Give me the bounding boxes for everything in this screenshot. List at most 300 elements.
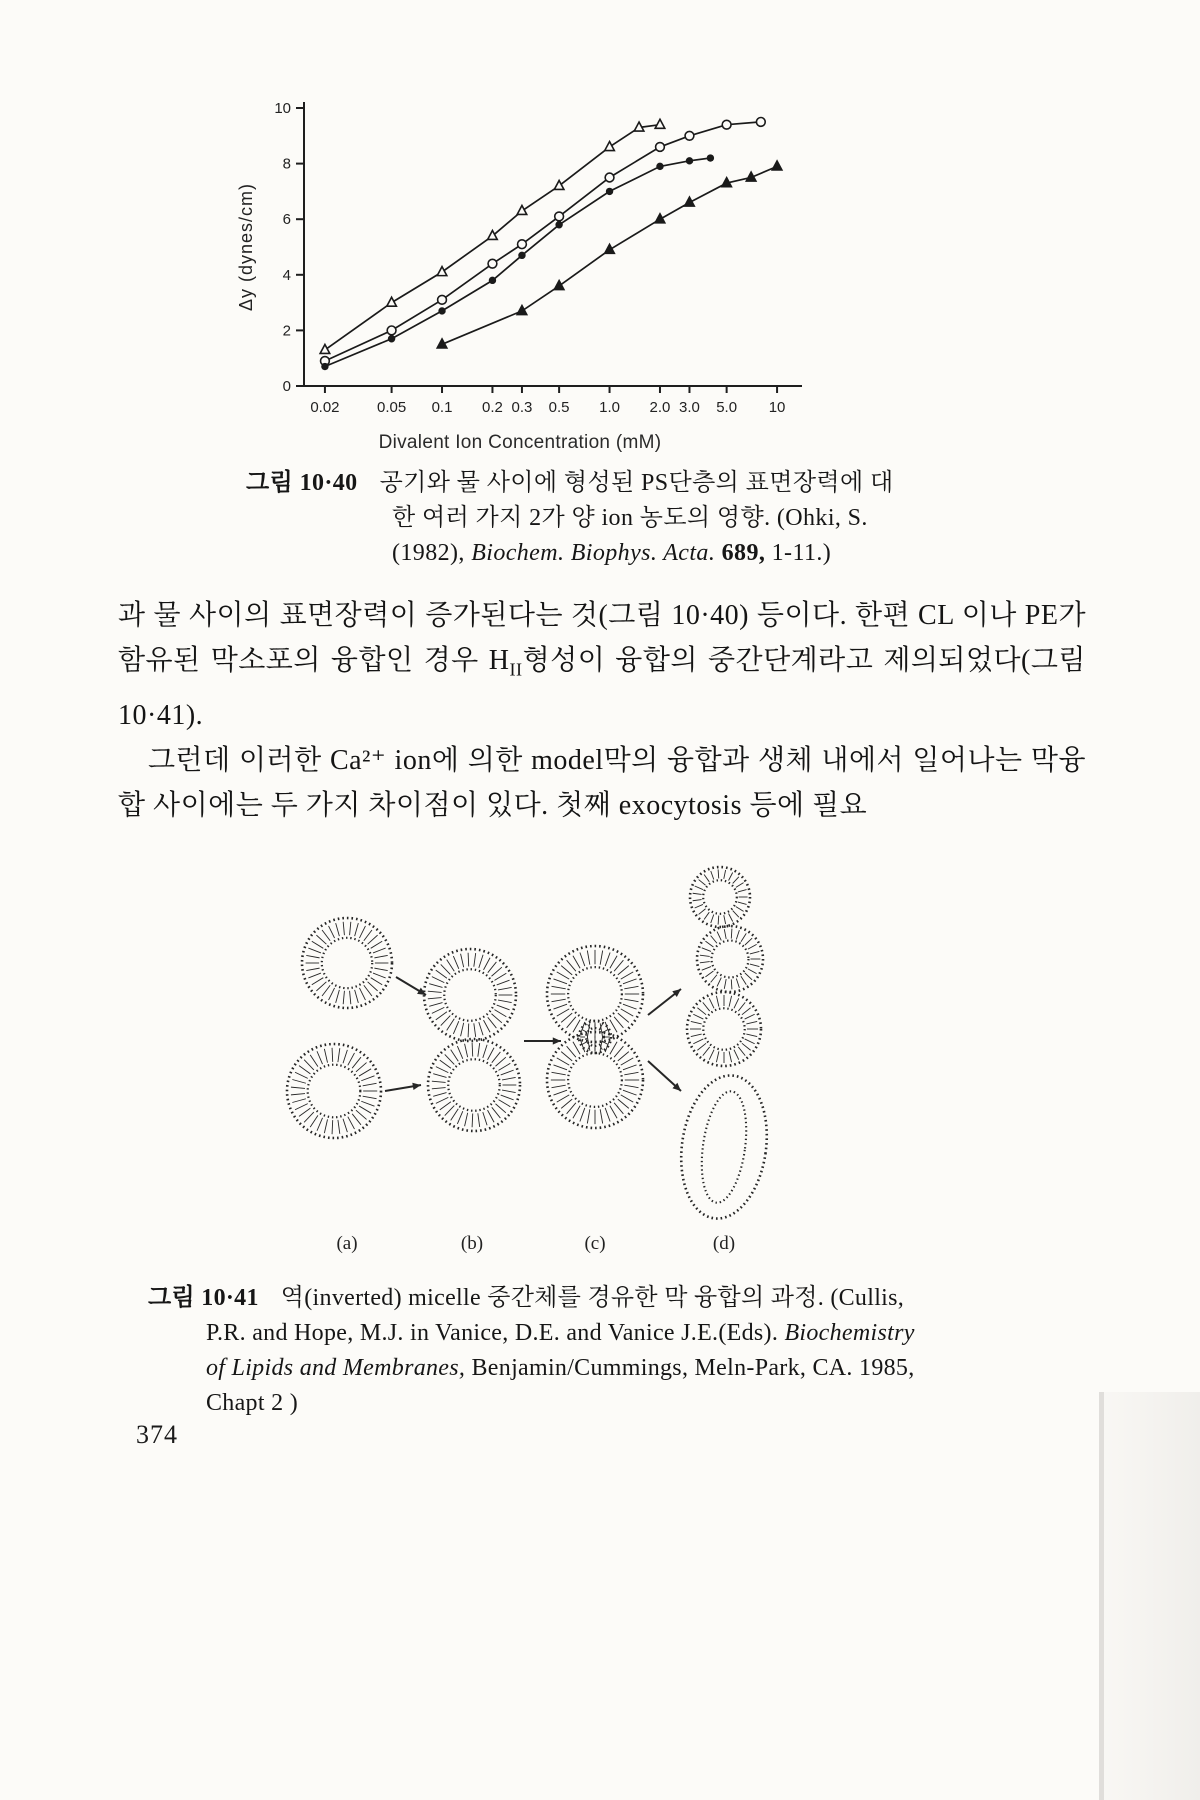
lipid-tails [445,1054,455,1064]
lipid-tails [554,979,568,984]
lipid-tails [472,1043,473,1057]
lipid-tails [436,1067,448,1073]
lipid-tails [498,1100,510,1107]
lipid-tails [348,1053,355,1065]
lipid-tails [624,1085,638,1088]
lipid-tails [483,1045,487,1058]
lipid-tails [731,979,732,989]
lipid-tails [364,985,372,996]
figure-10-41-caption-text: 역(inverted) micelle 중간체를 경유한 막 융합의 과정. [280,1285,825,1311]
paragraph-1-part-a: 과 물 사이의 표면장력이 증가된다는 것(그림 10·40) 등이다. 한편 CL 이나 PE가 함유된 막소포의 융합인 경우 H [118,600,1086,676]
lipid-tails [440,1102,451,1110]
marker-open-circle [438,295,447,304]
figure-10-40-caption [246,466,908,571]
lipid-tails [472,1113,473,1127]
lipid-tails [371,978,382,985]
lipid-tails [468,1023,469,1037]
lipid-tails [623,1004,637,1009]
lipid-tails [453,956,458,969]
lipid-tails [465,1044,468,1057]
lipid-tails [693,900,702,901]
lipid-tails [492,1052,501,1063]
lipid-tails [614,960,623,971]
marker-filled-circle [321,363,328,370]
lipid-tails [312,978,323,985]
lipid-tails [428,998,442,999]
lipid-tails [699,909,706,915]
marker-filled-circle [555,221,562,228]
lipid-tails [461,1023,464,1036]
lipid-tails [621,1058,633,1065]
lipid-tails [552,1072,566,1075]
lipid-tails [317,1051,323,1064]
lipid-tails [733,911,739,918]
lipid-tails [741,933,746,941]
lipid-tails [738,1047,745,1056]
paragraph-2: 그런데 이러한 Ca²⁺ ion에 의한 model막의 융합과 생체 내에서 일어나는 막융합 사이에는 두 가지 차이점이 있다. 첫째 exocytosis 등에 필요 [118,744,1086,821]
lipid-tails [718,869,719,878]
figure-10-40-label: 그림 10·40 [246,470,358,496]
lipid-tails [295,1072,308,1078]
lipid-tails [492,1107,501,1118]
y-axis-title: Δy (dynes/cm) [236,182,256,312]
lipid-tails [497,980,510,985]
lipid-tails [711,871,714,879]
lipid-tails [343,922,344,935]
lipid-tails [304,1112,314,1122]
lipid-tails [295,1104,308,1110]
lipid-tails [709,1050,714,1060]
vesicle-inner-leaflet [322,938,372,988]
marker-triangle-open [320,344,330,353]
marker-filled-circle [686,157,693,164]
lipid-tails [484,1020,491,1032]
lipid-tails [488,1110,495,1122]
lipid-tails [623,1090,637,1095]
lipid-tails [324,1119,327,1133]
lipid-tails [359,1069,371,1076]
paragraph-1-part-b: 형성이 융합의 중간단계라고 제의되었다(그림 10·41). [118,645,1086,731]
lipid-tails [428,991,442,992]
lipid-tails [691,1034,702,1036]
lipid-tails [736,978,739,987]
marker-triangle-open [605,142,615,151]
lipid-tails [750,964,760,966]
marker-triangle-open [488,230,498,239]
lipid-tails [359,988,365,1000]
reference-tail: Benjamin/Cummings, Meln-Park, CA. 1985, Chapt 2 ) [206,1355,915,1416]
lipid-tails [580,1108,585,1122]
lipid-tails [623,1065,637,1070]
lipid-tails [356,1110,367,1119]
lipid-tails [491,1014,501,1023]
lipid-tails [552,986,566,989]
lipid-tails [702,967,711,971]
lipid-tails [343,991,344,1004]
lipid-tails [724,870,726,879]
lipid-tails [338,1120,340,1134]
vesicle-inner-leaflet [448,1059,500,1111]
lipid-tails [317,1118,323,1131]
lipid-tails [491,967,501,976]
lipid-tails [704,874,709,881]
lipid-tails [488,962,497,973]
lipid-tails [478,1113,480,1127]
lipid-tails [329,926,335,938]
lipid-tails [693,1039,703,1044]
lipid-tails [361,1076,374,1081]
lipid-tails [299,1066,310,1074]
vesicle-inner-leaflet [703,1008,744,1049]
lipid-tails [432,1007,444,1013]
marker-open-circle [518,240,527,249]
lipid-tails [324,1049,327,1063]
lipid-tails [573,1042,580,1054]
lipid-tails [453,1021,458,1034]
x-tick-label: 0.1 [431,399,453,416]
y-tick-label: 2 [282,322,291,340]
lipid-tails [465,1113,468,1126]
marker-triangle-open [437,267,447,276]
lipid-tails [610,1042,617,1054]
lipid-tails [610,1020,617,1032]
lipid-tails [700,955,710,956]
lipid-tails [355,990,359,1003]
lipid-tails [292,1099,306,1103]
figure-10-41 [272,845,792,1262]
lipid-tails [498,1000,512,1002]
lipid-tails [361,1101,374,1106]
lipid-tails [359,1106,371,1113]
page-number: 374 [136,1420,178,1449]
y-tick-label: 10 [274,100,291,117]
lipid-tails [429,984,442,988]
panel-label-c: (c) [584,1233,606,1254]
lipid-tails [702,948,711,952]
lipid-tails [614,1046,623,1057]
lipid-tails [479,955,483,968]
lipid-tails [373,973,386,978]
lipid-tails [554,1004,568,1009]
lipid-tails [693,1014,703,1019]
figure-10-41-caption [148,1281,932,1421]
lipid-tails [567,960,576,971]
lipid-tails [363,1083,377,1086]
vesicle-inner-leaflet [308,1065,361,1118]
lipid-tails [705,971,713,977]
lipid-tails [561,1052,572,1061]
lipid-tails [703,1047,710,1056]
lipid-tails [310,1055,318,1067]
lipid-tails [368,982,378,991]
lipid-tails [338,1048,340,1062]
lipid-tails [432,977,444,983]
lipid-tails [498,987,512,989]
y-tick-label: 4 [282,266,291,284]
lipid-tails [436,1012,447,1020]
reference-pre: (Cullis, P.R. and Hope, M.J. in Vanice, D.E. and Vanice J.E.(Eds). [206,1285,905,1346]
lipid-tails [445,1106,455,1116]
arrow-head [412,1083,421,1090]
marker-open-circle [756,118,765,127]
lipid-tails [624,1072,638,1075]
lipid-tails [699,880,706,886]
marker-open-circle [488,259,497,268]
lipid-tails [600,951,603,965]
x-tick-label: 0.3 [511,399,533,416]
surface-tension-line-chart [228,92,812,428]
lipid-tails [451,1050,459,1062]
lipid-tails [343,1119,347,1132]
lipid-tails [461,954,464,967]
lipid-tails [621,972,633,979]
lipid-tails [363,1096,377,1099]
lipid-tails [711,975,717,983]
marker-filled-circle [707,154,714,161]
scan-edge-shade [1104,1392,1200,1800]
lipid-tails [316,935,326,944]
panel-label-b: (b) [460,1233,484,1254]
lipid-tails [600,1109,603,1123]
lipid-tails [552,999,566,1002]
marker-filled-circle [489,277,496,284]
reference-pre: (Ohki, S.(1982), [392,505,868,566]
lipid-tails [502,1090,516,1092]
lipid-tails [304,1060,314,1070]
lipid-tails [587,1109,590,1123]
lipid-tails [502,1077,516,1079]
lipid-tails [695,904,703,908]
lipid-tails [557,1058,569,1065]
lipid-tails [582,1030,586,1032]
lipid-tails [746,1021,757,1023]
lipid-tails [618,1013,629,1022]
lipid-tails [310,1115,318,1127]
scan-edge-streak [1099,1392,1104,1800]
lipid-tails [441,964,451,974]
lipid-tails [741,976,746,984]
lipid-tails [738,1002,745,1011]
lipid-tails [484,958,491,970]
lipid-tails [440,1060,451,1068]
marker-triangle-open [655,119,665,128]
lipid-tails [724,915,726,924]
y-tick-label: 6 [282,211,291,229]
lipid-tails [373,948,386,953]
lipid-tails [610,1106,617,1118]
lipid-tails [306,955,319,957]
lipid-tails [343,1050,347,1063]
lipid-tails [488,1048,495,1060]
vesicle-inner-leaflet [712,941,749,978]
lipid-tails [494,1010,506,1017]
lipid-tails [441,1016,451,1026]
lipid-tails [716,996,718,1007]
lipid-tails [718,916,719,925]
lipid-tails [433,1093,446,1097]
lipid-tails [494,973,506,980]
lipid-tails [724,929,726,939]
lipid-tails [308,973,321,978]
lipid-tails [483,1112,487,1125]
lipid-tails [750,951,760,953]
marker-filled-circle [606,188,613,195]
marker-triangle-filled [605,244,615,253]
figure-10-40 [228,92,812,454]
lipid-tails [306,968,319,970]
lipid-tails [695,886,703,890]
lipid-tails [700,962,710,963]
marker-open-circle [656,143,665,152]
lipid-tails [355,923,359,936]
lipid-tails [742,1008,751,1015]
lipid-tails [497,1005,510,1010]
lipid-tails [554,1090,568,1095]
x-tick-label: 3.0 [679,399,700,416]
lipid-tails [561,1013,572,1022]
lipid-tails [748,944,757,949]
lipid-tails [329,988,335,1000]
figure-10-41-label: 그림 10·41 [148,1285,259,1311]
lipid-tails [350,991,351,1004]
lipid-tails [614,1103,623,1114]
lipid-tails [474,953,476,967]
chart-x-axis-title: Divalent Ion Concentration (mM) [378,432,662,453]
lipid-tails [308,948,321,953]
lipid-tails [748,969,757,974]
reference-book-italic: Biochemistry of Lipids and Membranes, [206,1320,915,1381]
lipid-tails [736,883,744,888]
x-tick-label: 0.2 [482,399,503,416]
lipid-tails [709,998,714,1008]
lipid-tails [292,1079,306,1083]
lipid-tails [447,1019,455,1031]
lipid-tails [587,951,590,965]
lipid-tails [717,932,721,941]
lipid-tails [432,1081,446,1082]
lipid-tails [742,1043,751,1050]
vesicle-inner-leaflet [568,1053,622,1107]
lipid-tails [605,1108,610,1122]
lipid-tails [711,936,717,944]
lipid-tails [738,890,747,892]
x-tick-label: 5.0 [716,399,738,416]
lipid-tails [291,1094,305,1095]
lipid-tails [697,1043,706,1050]
lipid-tails [711,915,714,923]
lipid-tails [604,1042,608,1044]
lipid-tails [618,1099,629,1108]
lipid-tails [316,982,326,991]
lipid-tails [554,1065,568,1070]
vesicle-inner-leaflet [568,967,622,1021]
lipid-tails [573,1106,580,1118]
lipid-tails [745,1039,755,1044]
lipid-tails [561,1099,572,1108]
lipid-tails [474,1023,476,1037]
marker-triangle-filled [554,281,564,290]
lipid-tails [364,930,372,941]
y-tick-label: 0 [282,378,291,395]
lipid-tails [734,1050,739,1060]
x-tick-label: 0.5 [548,399,570,416]
lipid-tails [567,1017,576,1028]
lipid-tails [567,1046,576,1057]
lipid-tails [605,953,610,967]
lipid-tails [371,941,382,948]
lipid-tails [716,1051,718,1062]
lipid-tails [501,1095,514,1100]
lipid-tails [291,1087,305,1088]
lipid-tails [621,1009,633,1016]
lipid-tails [488,1017,497,1028]
marker-triangle-filled [655,214,665,223]
lipid-tails [368,935,378,944]
lipid-tails [738,902,747,904]
lipid-tails [429,1003,442,1007]
lipid-tails [567,1103,576,1114]
lipid-tails [621,1095,633,1102]
lipid-tails [350,922,351,935]
lipid-tails [336,923,340,936]
lipid-tails [614,1017,623,1028]
series-line [325,122,761,361]
lipid-tails [312,941,323,948]
marker-open-circle [555,212,564,221]
lipid-tails [552,1085,566,1088]
marker-triangle-filled [772,161,782,170]
reference-volume-bold: 689, [721,540,766,566]
lipid-tails [610,956,617,968]
lipid-tails [697,1008,706,1015]
fused-vesicle-inner [695,1088,752,1205]
lipid-tails [736,907,744,912]
x-tick-label: 10 [768,399,786,416]
panel-label-a: (a) [336,1233,358,1254]
lipid-tails [724,979,726,989]
marker-filled-circle [656,163,663,170]
marker-open-circle [685,131,694,140]
lipid-tails [436,1097,448,1103]
y-tick-label: 8 [282,155,291,173]
lipid-tails [729,1051,731,1062]
lipid-tails [693,893,702,894]
lipid-tails [733,877,739,884]
marker-triangle-open [554,180,564,189]
lipid-tails [498,1063,510,1070]
vesicle-inner-leaflet [703,880,737,914]
lipid-tails [618,1052,629,1061]
marker-triangle-open [517,205,527,214]
lipid-tails [495,1057,505,1066]
lipid-tails [478,1043,480,1057]
lipid-tails [374,955,387,957]
marker-filled-circle [388,335,395,342]
lipid-tails [436,970,447,978]
lipid-tails [356,1063,367,1072]
lipid-tails [433,1074,446,1078]
lipid-tails [332,1048,333,1062]
lipid-tails [561,966,572,975]
lipid-tails [447,960,455,972]
lipid-tails [736,930,739,939]
body-text [118,593,1086,828]
panel-label-d: (d) [712,1233,736,1254]
reference-pages: 1-11.) [765,540,832,566]
x-tick-label: 0.05 [376,399,407,416]
marker-open-circle [722,120,731,129]
lipid-tails [359,926,365,938]
